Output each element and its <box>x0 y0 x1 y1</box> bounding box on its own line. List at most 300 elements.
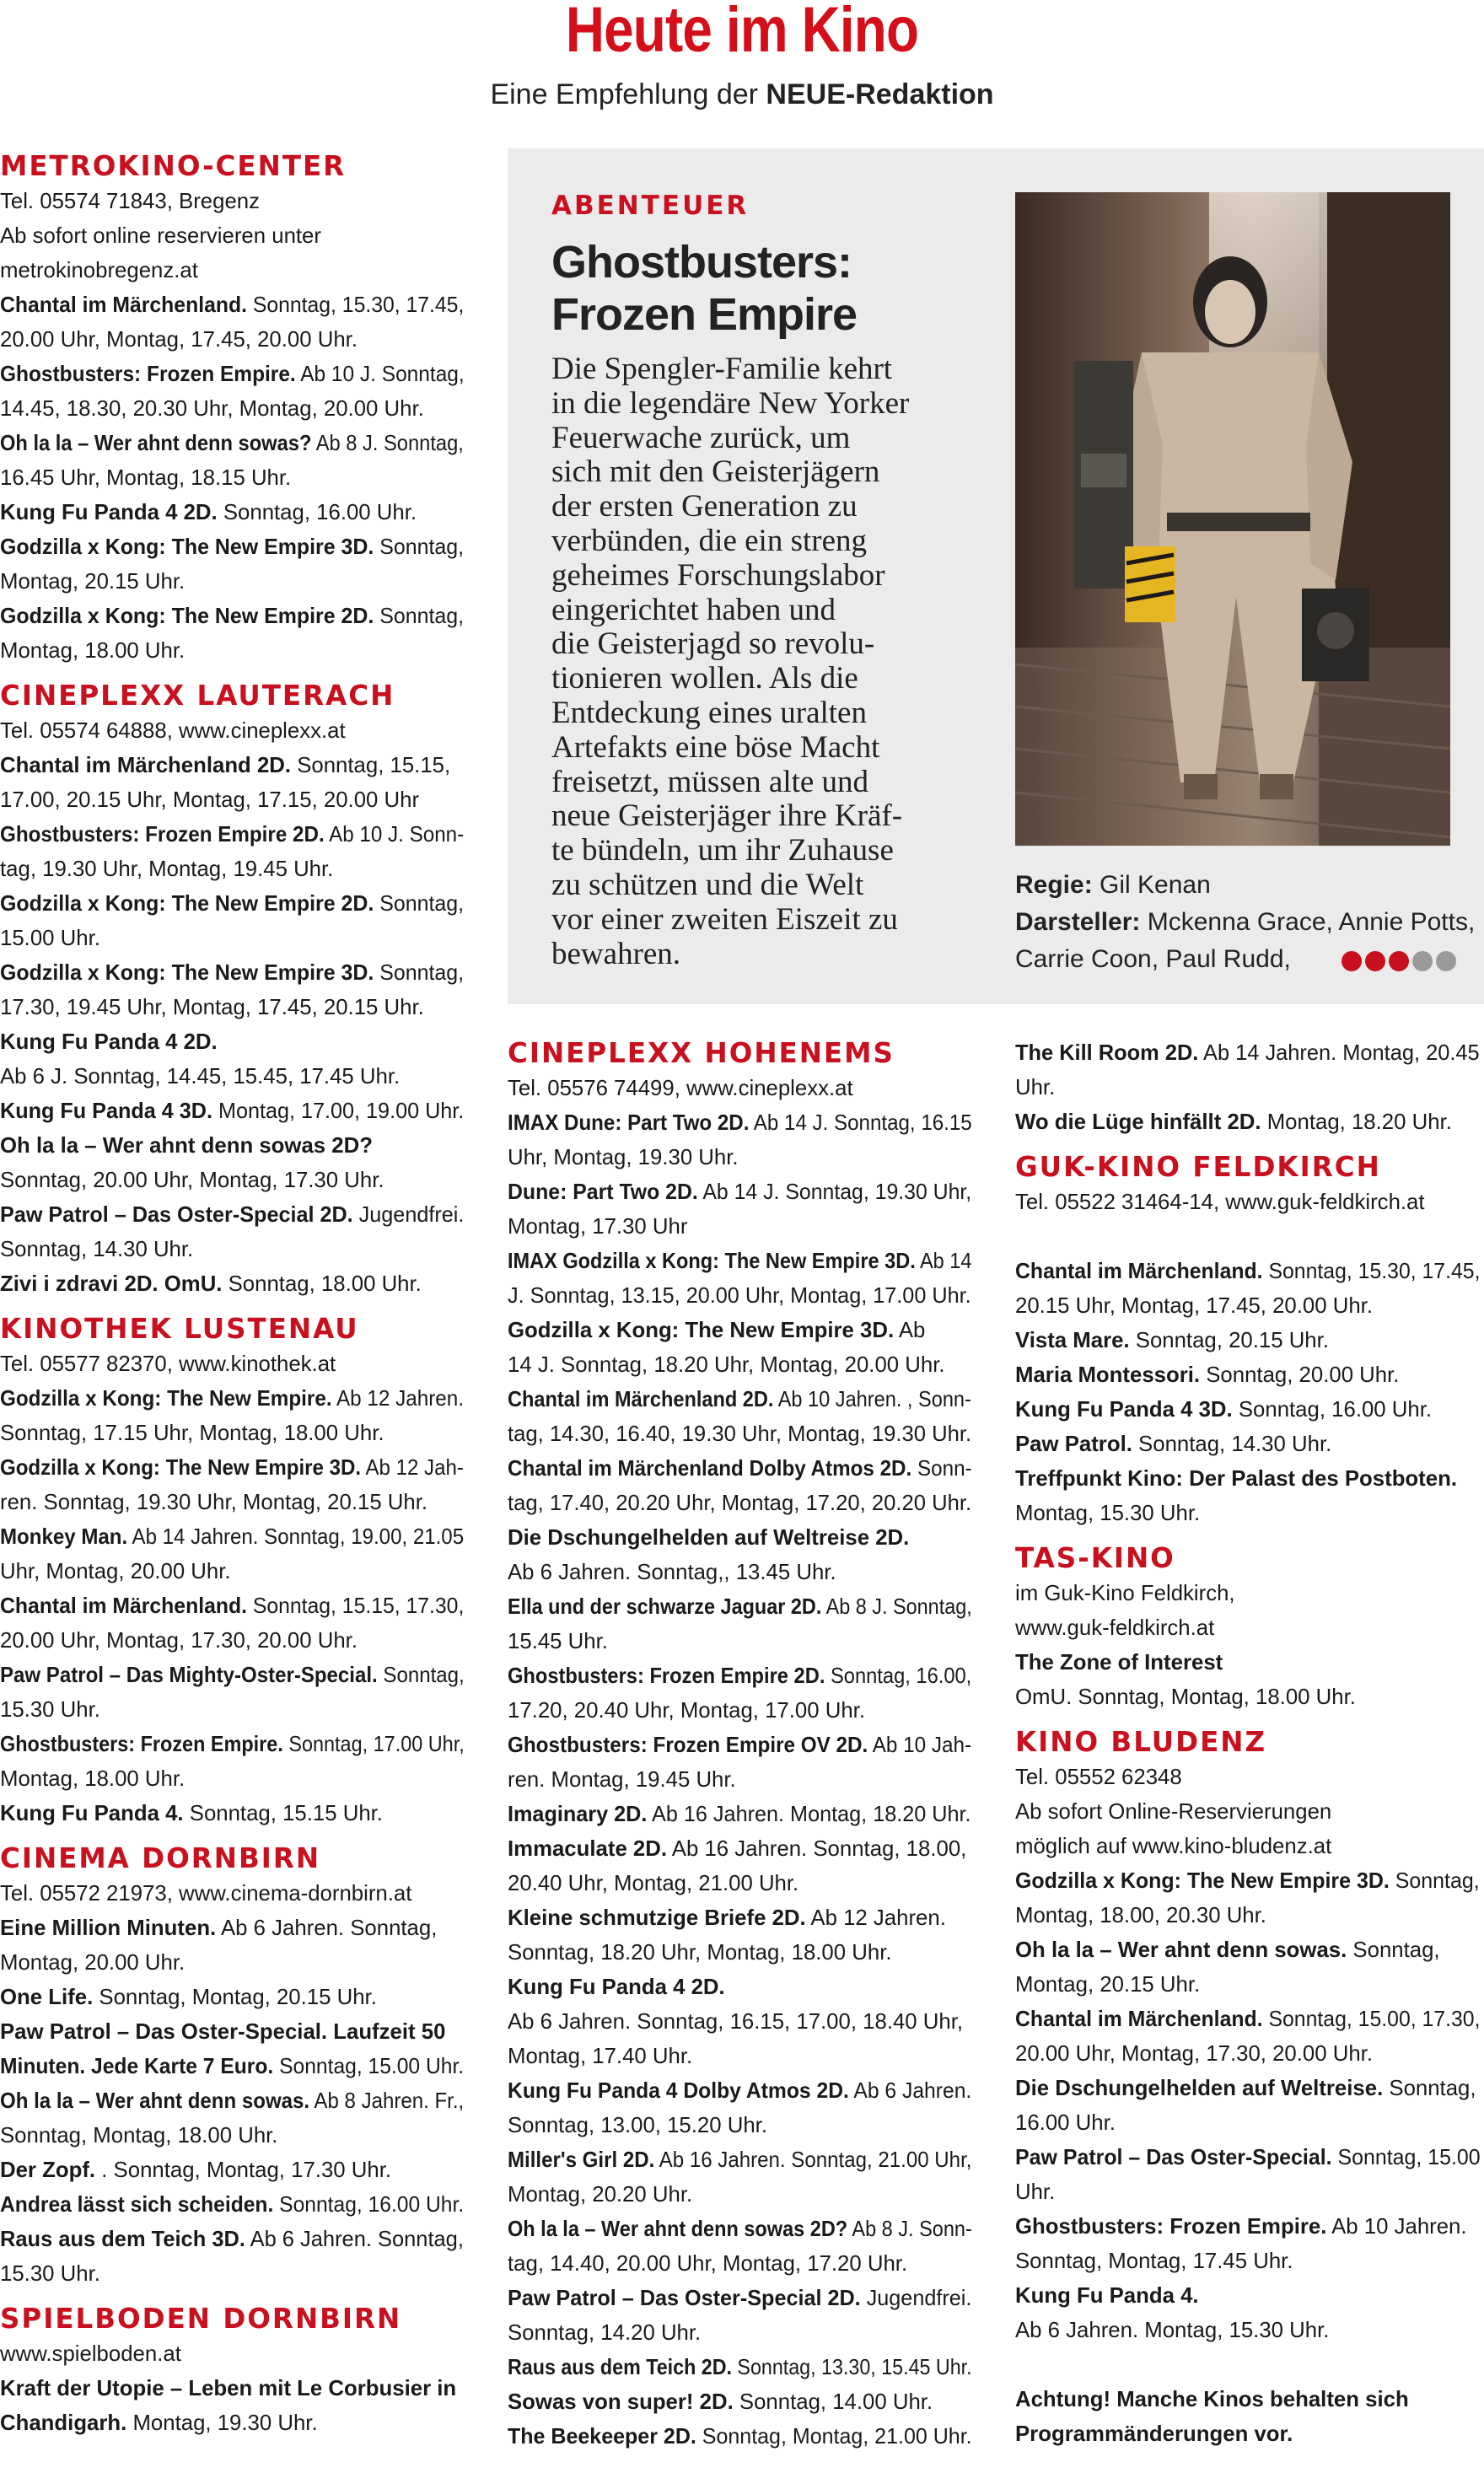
film-title: Ghostbusters: Frozen Empire. <box>0 1731 283 1756</box>
listing-line <box>508 1105 972 1140</box>
showtimes: Ab 10 Jahren. , Sonn- <box>773 1386 971 1411</box>
listing-line <box>0 921 464 955</box>
cast-line <box>1015 904 1484 941</box>
showtimes: Sonntag, 16.00 Uhr. <box>1232 1396 1433 1422</box>
rating-dot-filled <box>1389 951 1409 971</box>
page-title: Heute im Kino <box>565 0 919 66</box>
listing-line <box>0 1416 464 1450</box>
film-title: Ghostbusters: Frozen Empire. <box>1015 2213 1327 2239</box>
listing-line <box>0 1059 464 1094</box>
showtimes: Ab 8 J. Sonn- <box>847 2216 972 2241</box>
rating-dot-filled <box>1342 951 1362 971</box>
listing-line <box>508 1382 971 1417</box>
showtimes: Ab 12 Jah- <box>361 1454 464 1480</box>
showtimes: Montag, 17.40 Uhr. <box>508 2043 693 2068</box>
film-title: Ghostbusters: Frozen Empire OV 2D. <box>508 1732 868 1757</box>
listing-line <box>1015 1863 1480 1898</box>
showtimes: Ab 16 Jahren. Montag, 18.20 Uhr. <box>647 1801 971 1826</box>
listing-line <box>0 288 465 322</box>
film-title: Paw Patrol – Das Mighty-Oster-Special. <box>0 1662 378 1687</box>
listing-line <box>0 782 464 817</box>
film-title: Raus aus dem Teich 2D. <box>508 2354 732 2379</box>
showtimes: Sonn- <box>911 1455 972 1481</box>
film-title: Programmänderungen vor. <box>1015 2421 1293 2446</box>
showtimes: Sonntag, 15.15 Uhr. <box>183 1800 383 1825</box>
listing-line <box>508 1658 972 1693</box>
listing-line <box>0 990 464 1024</box>
listing-line <box>0 1266 464 1301</box>
cinema-name: KINOTHEK LUSTENAU <box>0 1313 359 1345</box>
film-title: Oh la la – Wer ahnt denn sowas? <box>0 430 312 455</box>
feature-body-line: verbünden, die ein streng <box>551 523 867 558</box>
showtimes: Sonntag, 15.00 Uhr. <box>273 2053 465 2078</box>
listing-line <box>508 1728 972 1762</box>
showtimes: Ab 8 Jahren. Fr., <box>309 2088 465 2113</box>
listing-line <box>1015 2382 1480 2416</box>
film-title: Oh la la – Wer ahnt denn sowas 2D? <box>0 1132 373 1158</box>
showtimes: Ab 6 Jahren. Sonntag, <box>216 1915 438 1940</box>
listing-line <box>508 1486 972 1520</box>
film-title: Ghostbusters: Frozen Empire 2D. <box>508 1663 825 1688</box>
film-title: Godzilla x Kong: The New Empire 2D. <box>0 890 374 916</box>
showtimes: Montag, 20.20 Uhr. <box>508 2181 693 2207</box>
film-title: Achtung! Manche Kinos behalten sich <box>1015 2386 1409 2411</box>
showtimes: Sonntag, 16.00, <box>825 1663 972 1688</box>
film-title: Kung Fu Panda 4 2D. <box>508 1974 725 1999</box>
listing-line <box>508 1935 971 1970</box>
showtimes: tag, 19.30 Uhr, Montag, 19.45 Uhr. <box>0 856 334 881</box>
listing-line <box>0 2014 464 2049</box>
listing-line <box>0 2118 464 2153</box>
listing-line <box>1015 1070 1480 1105</box>
showtimes: Sonntag, 15.30, 17.45, <box>1262 1258 1481 1283</box>
listing-line <box>1015 1610 1480 1645</box>
feature-photo <box>1015 192 1450 846</box>
listing-line <box>1015 1288 1480 1323</box>
film-title: Der Zopf. <box>0 2157 96 2182</box>
showtimes: Ab 14 Jahren. Sonntag, 19.00, 21.05 <box>127 1524 465 1549</box>
feature-body-line: Entdeckung eines uralten <box>551 695 867 730</box>
film-title: Kung Fu Panda 4 Dolby Atmos 2D. <box>508 2078 849 2103</box>
showtimes: Ab sofort Online-Reservierungen <box>1015 1798 1332 1824</box>
showtimes: Ab 16 Jahren. Sonntag, 21.00 Uhr, <box>654 2147 972 2172</box>
listing-line <box>0 495 464 530</box>
spacer <box>0 1301 468 1311</box>
listing-line <box>508 1970 971 2004</box>
showtimes: Sonntag, 20.00 Uhr, Montag, 17.30 Uhr. <box>0 1167 384 1192</box>
film-title: Chantal im Märchenland. <box>1015 1258 1263 1283</box>
listing-line <box>0 2153 464 2187</box>
cinema-listing <box>0 2291 468 2440</box>
film-title: Die Dschungelhelden auf Weltreise 2D. <box>508 1524 910 1550</box>
showtimes: 20.00 Uhr, Montag, 17.45, 20.00 Uhr. <box>0 326 358 352</box>
cinema-name: TAS-KINO <box>1015 1542 1175 1574</box>
listing-line <box>1015 1680 1480 1714</box>
film-title: IMAX Godzilla x Kong: The New Empire 3D. <box>508 1248 916 1273</box>
director-name: Gil Kenan <box>1100 871 1211 899</box>
feature-body-line: sich mit den Geisterjägern <box>551 454 880 490</box>
listing-line <box>1015 1898 1480 1933</box>
showtimes: 16.45 Uhr, Montag, 18.15 Uhr. <box>0 465 292 490</box>
showtimes: J. Sonntag, 13.15, 20.00 Uhr, Montag, 17.00 Uhr. <box>508 1282 971 1308</box>
showtimes: Tel. 05576 74499, www.cineplexx.at <box>508 1075 853 1100</box>
film-title: Chantal im Märchenland. <box>0 292 247 317</box>
listing-line <box>1015 1645 1480 1680</box>
listing-line <box>0 1658 465 1692</box>
showtimes: Sonntag, Montag, 17.45 Uhr. <box>1015 2248 1293 2273</box>
listing-line <box>0 713 464 748</box>
film-title: Chantal im Märchenland 2D. <box>0 752 292 777</box>
listing-line <box>508 2384 971 2419</box>
film-title: Paw Patrol – Das Oster-Special 2D. <box>0 1201 353 1227</box>
film-title: Godzilla x Kong: The New Empire 3D. <box>1015 1868 1390 1893</box>
listing-line <box>0 1024 464 1059</box>
cast-names-2: Carrie Coon, Paul Rudd, <box>1015 945 1291 973</box>
film-title: Paw Patrol – Das Oster-Special. <box>1015 2144 1332 2169</box>
listing-line <box>0 1589 465 1623</box>
listing-line <box>1015 1576 1480 1610</box>
listing-line <box>0 2049 465 2083</box>
listing-line <box>0 1623 464 1658</box>
showtimes: Tel. 05552 62348 <box>1015 1764 1182 1789</box>
listing-line <box>0 1727 465 1761</box>
listing-line <box>0 2371 464 2406</box>
listing-line <box>1015 2002 1481 2036</box>
showtimes: Montag, 18.20 Uhr. <box>1261 1109 1452 1134</box>
listing-line <box>1015 1496 1480 1530</box>
feature-body-line: neue Geisterjäger ihre Kräf- <box>551 798 903 834</box>
showtimes: 15.45 Uhr. <box>508 1628 608 1653</box>
listing-line <box>1015 2105 1480 2140</box>
listing-line <box>0 1761 464 1796</box>
listings-column-2 <box>508 1035 976 2454</box>
film-title: Ghostbusters: Frozen Empire 2D. <box>0 821 325 847</box>
cinema-name: CINEMA DORNBIRN <box>0 1842 321 1874</box>
cinema-listing <box>0 1301 468 1830</box>
spacer <box>1015 1714 1484 1724</box>
showtimes: Ab 10 Jah- <box>868 1732 972 1757</box>
cinema-listing <box>0 148 468 668</box>
spacer <box>0 668 468 678</box>
listing-line <box>508 1797 971 1831</box>
showtimes: Montag, 18.00 Uhr. <box>0 637 186 663</box>
showtimes: Sonntag, 20.00 Uhr. <box>1200 1362 1400 1387</box>
showtimes: Ab 14 J. Sonntag, 19.30 Uhr, <box>697 1179 972 1204</box>
showtimes: Sonntag, 14.20 Uhr. <box>508 2320 702 2345</box>
listing-line <box>508 1866 971 1900</box>
showtimes: Jugendfrei. <box>860 2285 972 2310</box>
listing-line <box>0 322 464 357</box>
showtimes: 14.45, 18.30, 20.30 Uhr, Montag, 20.00 Uhr. <box>0 395 424 421</box>
showtimes: Sonntag, 18.00 Uhr. <box>222 1271 422 1296</box>
listing-line <box>508 2142 972 2177</box>
spacer <box>0 1830 468 1841</box>
film-title: Eine Million Minuten. <box>0 1915 217 1940</box>
listing-line <box>508 1693 971 1728</box>
cinema-listing <box>0 1830 468 2291</box>
listing-line <box>1015 2244 1480 2278</box>
listing-line <box>508 1244 972 1278</box>
cast-names: Mckenna Grace, Annie Potts, <box>1147 908 1476 936</box>
listing-line <box>0 817 465 852</box>
showtimes: Sonntag, 14.00 Uhr. <box>733 2389 933 2414</box>
film-title: Godzilla x Kong: The New Empire 3D. <box>0 1454 362 1480</box>
ghostbusters-still-image <box>1015 192 1450 846</box>
listing-line <box>0 1911 464 1945</box>
showtimes: Uhr. <box>1015 1074 1056 1099</box>
film-title: Kung Fu Panda 4. <box>1015 2282 1199 2308</box>
showtimes: 17.20, 20.40 Uhr, Montag, 17.00 Uhr. <box>508 1697 866 1723</box>
film-title: Kung Fu Panda 4. <box>0 1800 184 1825</box>
listing-line <box>1015 2071 1480 2105</box>
rating-dot-empty <box>1436 951 1456 971</box>
film-title: One Life. <box>0 1984 94 2009</box>
listing-line <box>508 1762 971 1797</box>
cinema-name: CINEPLEXX LAUTERACH <box>0 680 395 712</box>
listing-line <box>0 2406 464 2440</box>
showtimes: Sonntag, 14.30 Uhr. <box>0 1236 194 1261</box>
listing-line <box>1015 1829 1480 1863</box>
film-title: Kung Fu Panda 4 2D. <box>0 1029 218 1054</box>
film-title: Ella und der schwarze Jaguar 2D. <box>508 1594 822 1619</box>
cinema-listing <box>1015 1714 1484 2451</box>
listing-line <box>508 1278 971 1313</box>
listing-line <box>508 2350 972 2384</box>
film-title: Monkey Man. <box>0 1524 128 1549</box>
showtimes: Ab 6 Jahren. Montag, 15.30 Uhr. <box>1015 2317 1330 2342</box>
film-title: Sowas von super! 2D. <box>508 2389 734 2414</box>
film-title: Oh la la – Wer ahnt denn sowas. <box>0 2088 310 2113</box>
showtimes: Tel. 05577 82370, www.kinothek.at <box>0 1351 336 1376</box>
listing-line <box>1015 2313 1480 2347</box>
showtimes: 20.15 Uhr, Montag, 17.45, 20.00 Uhr. <box>1015 1293 1374 1318</box>
listing-line <box>508 2212 972 2246</box>
showtimes: im Guk-Kino Feldkirch, <box>1015 1580 1235 1605</box>
feature-title-line: Ghostbusters: <box>551 237 852 288</box>
listing-line <box>0 1450 464 1485</box>
film-title: Oh la la – Wer ahnt denn sowas 2D? <box>508 2216 848 2241</box>
listing-line <box>0 633 464 668</box>
showtimes: 15.30 Uhr. <box>0 2261 100 2286</box>
listing-line <box>508 1624 971 1658</box>
listing-line <box>0 2336 464 2371</box>
showtimes: Montag, 17.00, 19.00 Uhr. <box>212 1098 465 1123</box>
film-title: Imaginary 2D. <box>508 1801 648 1826</box>
feature-body-line: vor einer zweiten Eiszeit zu <box>551 901 898 937</box>
showtimes: Sonntag, <box>374 960 465 985</box>
showtimes: Montag, 20.00 Uhr. <box>0 1949 186 1975</box>
showtimes: Ab 6 Jahren. Sonntag,, 13.45 Uhr. <box>508 1559 836 1584</box>
showtimes: tag, 14.40, 20.00 Uhr, Montag, 17.20 Uhr. <box>508 2250 908 2276</box>
showtimes: Ab 8 J. Sonntag, <box>311 430 464 455</box>
showtimes: Sonntag, 13.00, 15.20 Uhr. <box>508 2112 767 2137</box>
showtimes: 17.00, 20.15 Uhr, Montag, 17.15, 20.00 Uhr <box>0 787 420 812</box>
showtimes: Ab 14 Jahren. Montag, 20.45 <box>1198 1040 1480 1065</box>
listing-line <box>508 1451 972 1486</box>
listing-line <box>508 2177 971 2212</box>
film-title: Immaculate 2D. <box>508 1836 668 1861</box>
listing-line <box>508 1071 971 1105</box>
showtimes: Ab 12 Jahren. <box>805 1905 946 1930</box>
listing-line <box>1015 2209 1480 2244</box>
listing-line <box>0 1519 465 1554</box>
listing-line <box>508 2281 972 2315</box>
listing-line <box>1015 2278 1480 2313</box>
showtimes: tag, 14.30, 16.40, 19.30 Uhr, Montag, 19.30 Uhr. <box>508 1421 972 1446</box>
rating-dots <box>1342 942 1460 979</box>
showtimes: Sonntag, <box>1347 1937 1440 1962</box>
listing-line <box>1015 1933 1480 1967</box>
showtimes: Ab 14 <box>915 1248 972 1273</box>
feature-title <box>551 236 1007 341</box>
showtimes: metrokinobregenz.at <box>0 257 198 282</box>
listing-line <box>1015 1427 1480 1461</box>
listing-line <box>1015 1760 1480 1794</box>
showtimes: 16.00 Uhr. <box>1015 2110 1116 2135</box>
feature-body-line: zu schützen und die Welt <box>551 867 864 902</box>
showtimes: 15.30 Uhr. <box>0 1696 100 1722</box>
spacer <box>0 2291 468 2301</box>
showtimes: Montag, 20.15 Uhr. <box>0 568 186 594</box>
cinema-listing <box>508 1035 976 2454</box>
feature-body-line: eingerichtet haben und <box>551 592 836 627</box>
listing-line <box>508 2246 971 2281</box>
listing-line <box>0 2256 464 2291</box>
film-title: Chantal im Märchenland 2D. <box>508 1386 774 1411</box>
showtimes: Sonntag, <box>374 890 465 916</box>
listing-line <box>1015 1794 1480 1829</box>
showtimes: Sonntag, <box>374 603 465 628</box>
listing-line <box>0 1163 464 1197</box>
showtimes: Uhr. <box>1015 2179 1056 2204</box>
film-title: Kung Fu Panda 4 3D. <box>1015 1396 1233 1422</box>
film-title: Chantal im Märchenland. <box>0 1593 247 1618</box>
showtimes: Tel. 05522 31464-14, www.guk-feldkirch.at <box>1015 1189 1425 1214</box>
listing-line <box>0 1945 464 1980</box>
listing-line <box>508 1555 971 1589</box>
showtimes: Sonntag, Montag, 20.15 Uhr. <box>93 1984 377 2009</box>
showtimes: Sonntag, <box>1389 1868 1480 1893</box>
showtimes: Ab sofort online reservieren unter <box>0 223 321 248</box>
showtimes: Sonntag, 13.30, 15.45 Uhr. <box>731 2354 972 2379</box>
listing-line <box>0 1232 464 1266</box>
film-title: Kung Fu Panda 4 3D. <box>0 1098 212 1123</box>
listing-line <box>508 1589 972 1624</box>
showtimes: Sonntag, 15.30, 17.45, <box>246 292 465 317</box>
showtimes: Ab 10 J. Sonntag, <box>295 361 465 386</box>
listing-line <box>0 253 464 288</box>
film-title: Kung Fu Panda 4 2D. <box>0 499 218 524</box>
listing-line <box>0 530 465 564</box>
listing-line <box>0 2222 464 2256</box>
listing-line <box>508 1831 971 1866</box>
film-title: The Beekeeper 2D. <box>508 2423 696 2449</box>
film-title: Maria Montessori. <box>1015 1362 1201 1387</box>
listing-line <box>1015 2347 1480 2382</box>
film-title: Zivi i zdravi 2D. OmU. <box>0 1271 223 1296</box>
page-subtitle <box>0 78 1484 111</box>
showtimes: . Sonntag, Montag, 17.30 Uhr. <box>95 2157 392 2182</box>
feature-body <box>551 352 990 971</box>
listing-line <box>1015 1105 1480 1139</box>
listing-line <box>0 2187 465 2222</box>
showtimes: Uhr, Montag, 19.30 Uhr. <box>508 1144 739 1169</box>
showtimes: Tel. 05574 71843, Bregenz <box>0 188 260 213</box>
film-title: Chandigarh. <box>0 2410 127 2435</box>
showtimes: Sonntag, <box>374 534 465 559</box>
listing-line <box>1015 1323 1480 1357</box>
director-label: Regie: <box>1015 871 1093 899</box>
director-line <box>1015 867 1484 904</box>
feature-body-line: Feuerwache zurück, um <box>551 420 851 455</box>
listing-line <box>0 852 464 886</box>
cinema-name: CINEPLEXX HOHENEMS <box>508 1037 895 1069</box>
showtimes: Sonntag, 16.00 Uhr. <box>273 2191 465 2217</box>
showtimes: Sonntag, <box>1383 2075 1476 2100</box>
feature-genre: ABENTEUER <box>551 191 750 221</box>
listing-line <box>0 1197 465 1232</box>
listing-line <box>508 1175 972 1209</box>
listing-line <box>1015 2140 1481 2175</box>
film-title: Dune: Part Two 2D. <box>508 1179 698 1204</box>
film-title: Minuten. Jede Karte 7 Euro. <box>0 2053 274 2078</box>
listing-line <box>508 2073 972 2108</box>
showtimes: Ab 10 J. Sonn- <box>324 821 465 847</box>
spacer <box>1015 1139 1484 1149</box>
listing-line <box>0 357 465 391</box>
listing-line <box>0 1485 464 1519</box>
listing-line <box>1015 2175 1480 2209</box>
showtimes: Sonntag, Montag, 21.00 Uhr. <box>696 2423 972 2449</box>
listing-line <box>1015 1185 1480 1219</box>
listing-line <box>1015 1967 1480 2002</box>
showtimes: Ab 8 J. Sonntag, <box>821 1594 972 1619</box>
showtimes: ren. Sonntag, 19.30 Uhr, Montag, 20.15 Uhr. <box>0 1489 428 1514</box>
listing-line <box>0 1094 465 1128</box>
showtimes: Sonntag, 15.15, <box>291 752 451 777</box>
feature-body-line: te bündeln, um ihr Zuhause <box>551 833 894 868</box>
showtimes: OmU. Sonntag, Montag, 18.00 Uhr. <box>1015 1684 1356 1709</box>
showtimes: Jugendfrei. <box>352 1201 465 1227</box>
showtimes: Sonntag, Montag, 18.00 Uhr. <box>0 2122 278 2148</box>
showtimes: Tel. 05574 64888, www.cineplexx.at <box>0 718 346 743</box>
rating-dot-empty <box>1412 951 1433 971</box>
showtimes: www.guk-feldkirch.at <box>1015 1615 1215 1640</box>
film-title: Godzilla x Kong: The New Empire 3D. <box>508 1317 895 1342</box>
showtimes: Sonntag, 18.20 Uhr, Montag, 18.00 Uhr. <box>508 1939 892 1965</box>
listing-line <box>0 391 464 426</box>
subtitle-prefix: Eine Empfehlung der <box>490 78 766 110</box>
showtimes: Montag, 18.00 Uhr. <box>0 1766 186 1791</box>
showtimes: Sonntag, 15.15, 17.30, <box>246 1593 465 1618</box>
showtimes: Montag, 18.00, 20.30 Uhr. <box>1015 1902 1266 1927</box>
feature-body-line: Artefakts eine böse Macht <box>551 729 880 765</box>
showtimes: Ab <box>894 1317 926 1342</box>
showtimes: Ab 6 Jahren. Sonntag, 16.15, 17.00, 18.40 Uhr, <box>508 2008 964 2034</box>
film-title: Vista Mare. <box>1015 1327 1130 1352</box>
listing-line <box>1015 1461 1480 1496</box>
cast-label: Darsteller: <box>1015 908 1141 936</box>
subtitle-bold: NEUE-Redaktion <box>766 78 994 110</box>
listing-line <box>0 1796 464 1830</box>
cinema-name: KINO BLUDENZ <box>1015 1726 1267 1758</box>
listing-line <box>1015 1357 1480 1392</box>
cinema-listing <box>1015 1139 1484 1530</box>
feature-body-line: Die Spengler-Familie kehrt <box>551 352 893 386</box>
showtimes: Montag, 20.15 Uhr. <box>1015 1971 1201 1997</box>
film-title: Godzilla x Kong: The New Empire 2D. <box>0 603 374 628</box>
listing-line <box>508 1900 971 1935</box>
